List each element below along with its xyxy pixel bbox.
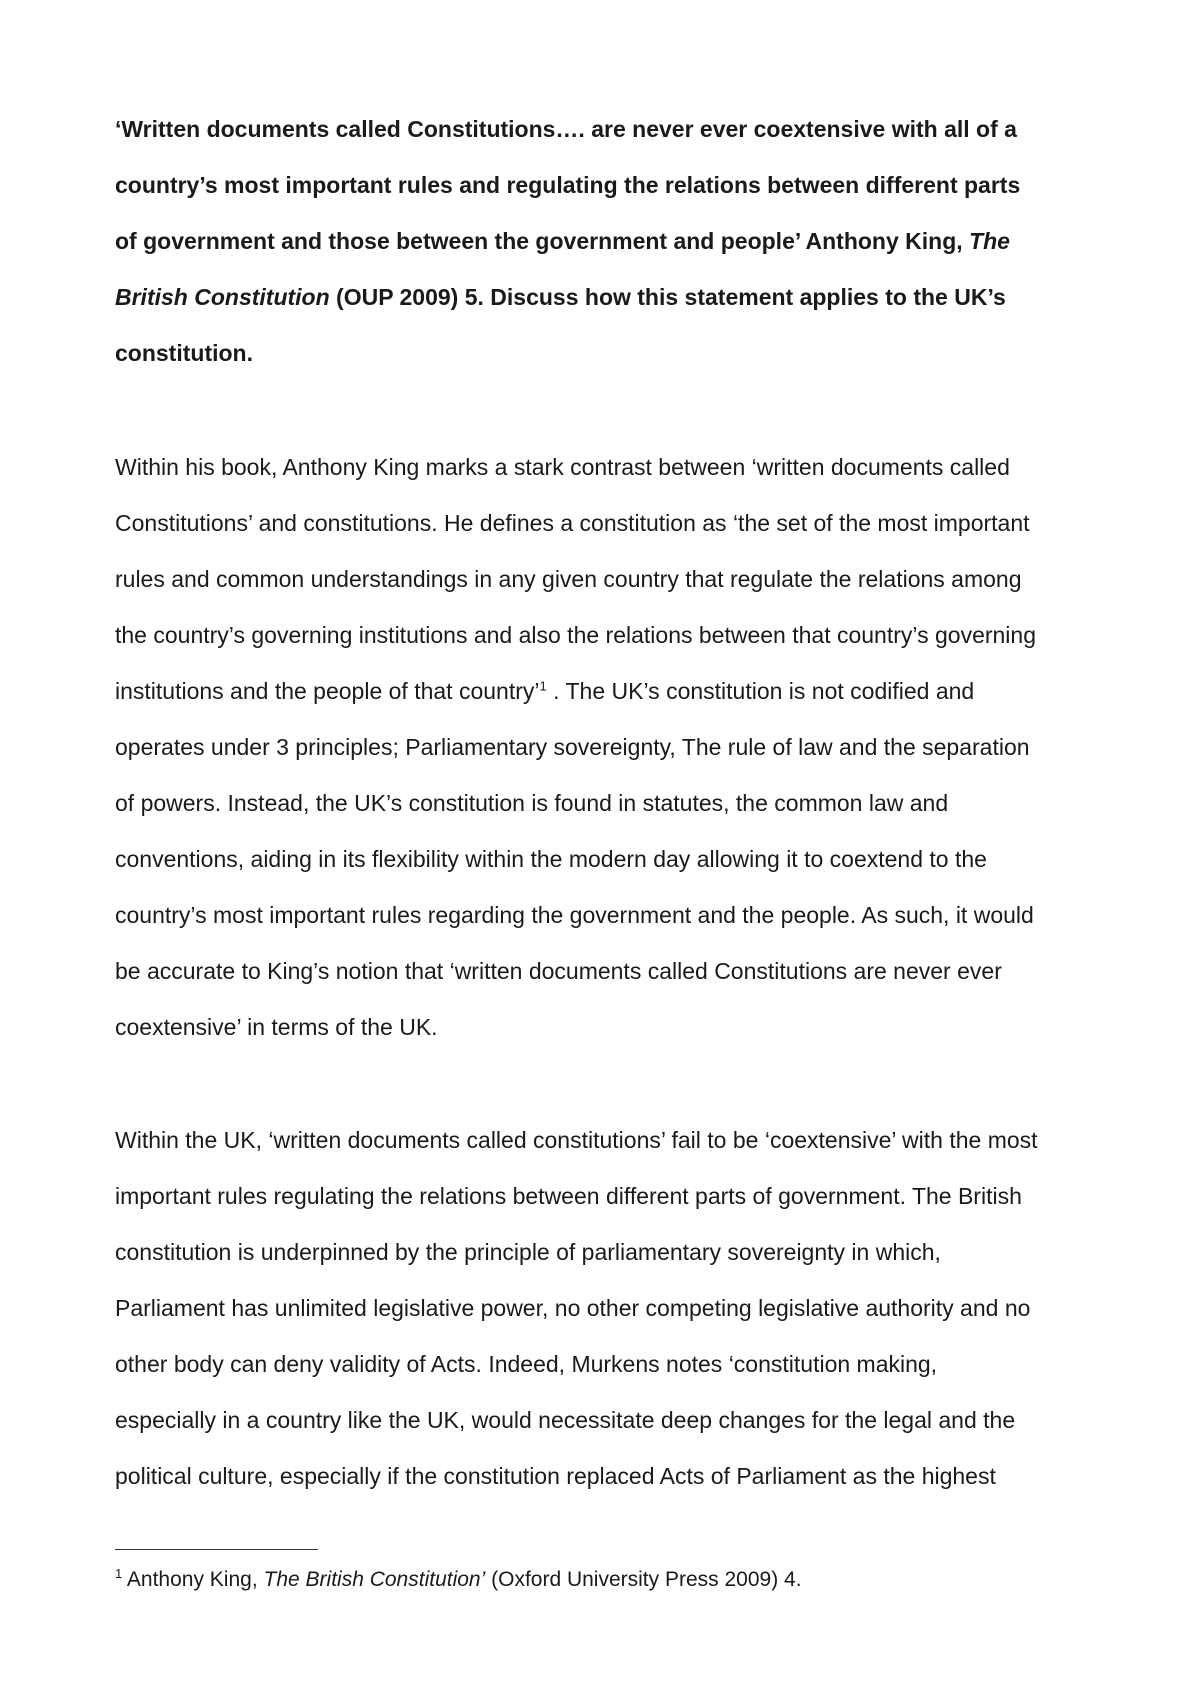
text-line: Within his book, Anthony King marks a stark contrast between ‘written documents called: [115, 454, 1010, 480]
footnote-reference[interactable]: 1: [539, 678, 547, 694]
text-line: constitution is underpinned by the principle of parliamentary sovereignty in which,: [115, 1239, 941, 1265]
footnote-separator: [115, 1549, 318, 1550]
question-line: [115, 269, 1105, 325]
footnote-number: 1: [115, 1566, 123, 1581]
text-line: especially in a country like the UK, would necessitate deep changes for the legal and the: [115, 1407, 1016, 1433]
question-line: constitution.: [115, 340, 253, 366]
question-line: ‘Written documents called Constitutions…. are never ever coextensive with all of a: [115, 116, 1017, 142]
essay-question: [115, 101, 1105, 381]
question-text: of government and those between the government and people’ Anthony King,: [115, 228, 970, 254]
text-line: of powers. Instead, the UK’s constitution is found in statutes, the common law and: [115, 790, 949, 816]
text-line: be accurate to King’s notion that ‘written documents called Constitutions are never ever: [115, 958, 1002, 984]
text-line: [115, 663, 1105, 719]
question-text: (OUP 2009) 5. Discuss how this statement applies to the UK’s: [329, 284, 1006, 310]
text-line: country’s most important rules regarding the government and the people. As such, it would: [115, 902, 1034, 928]
text-line: coextensive’ in terms of the UK.: [115, 1014, 438, 1040]
paragraph-body: [115, 1112, 1105, 1504]
footnote-text: Anthony King,: [122, 1568, 264, 1591]
text-line: rules and common understandings in any given country that regulate the relations among: [115, 566, 1022, 592]
text-line: operates under 3 principles; Parliamentary sovereignty, The rule of law and the separation: [115, 734, 1030, 760]
text-line: important rules regulating the relations between different parts of government. The British: [115, 1183, 1022, 1209]
text-segment: . The UK’s constitution is not codified and: [546, 678, 975, 704]
text-line: Parliament has unlimited legislative power, no other competing legislative authority and no: [115, 1295, 1031, 1321]
text-line: the country’s governing institutions and also the relations between that country’s governing: [115, 622, 1036, 648]
question-line: country’s most important rules and regulating the relations between different parts: [115, 172, 1021, 198]
footnote: [115, 1565, 1105, 1595]
question-line: [115, 213, 1105, 269]
footnote-text: (Oxford University Press 2009) 4.: [485, 1568, 802, 1591]
book-title-italic: The: [969, 228, 1010, 254]
text-line: political culture, especially if the constitution replaced Acts of Parliament as the highest: [115, 1463, 996, 1489]
text-line: Constitutions’ and constitutions. He defines a constitution as ‘the set of the most important: [115, 510, 1030, 536]
text-line: Within the UK, ‘written documents called constitutions’ fail to be ‘coextensive’ with the most: [115, 1127, 1038, 1153]
text-segment: institutions and the people of that country’: [115, 678, 540, 704]
book-title-italic: British Constitution: [115, 284, 330, 310]
text-line: conventions, aiding in its flexibility within the modern day allowing it to coextend to the: [115, 846, 987, 872]
text-line: other body can deny validity of Acts. Indeed, Murkens notes ‘constitution making,: [115, 1351, 938, 1377]
paragraph-body: [115, 439, 1105, 1055]
footnote-book-title: The British Constitution’: [263, 1568, 486, 1591]
